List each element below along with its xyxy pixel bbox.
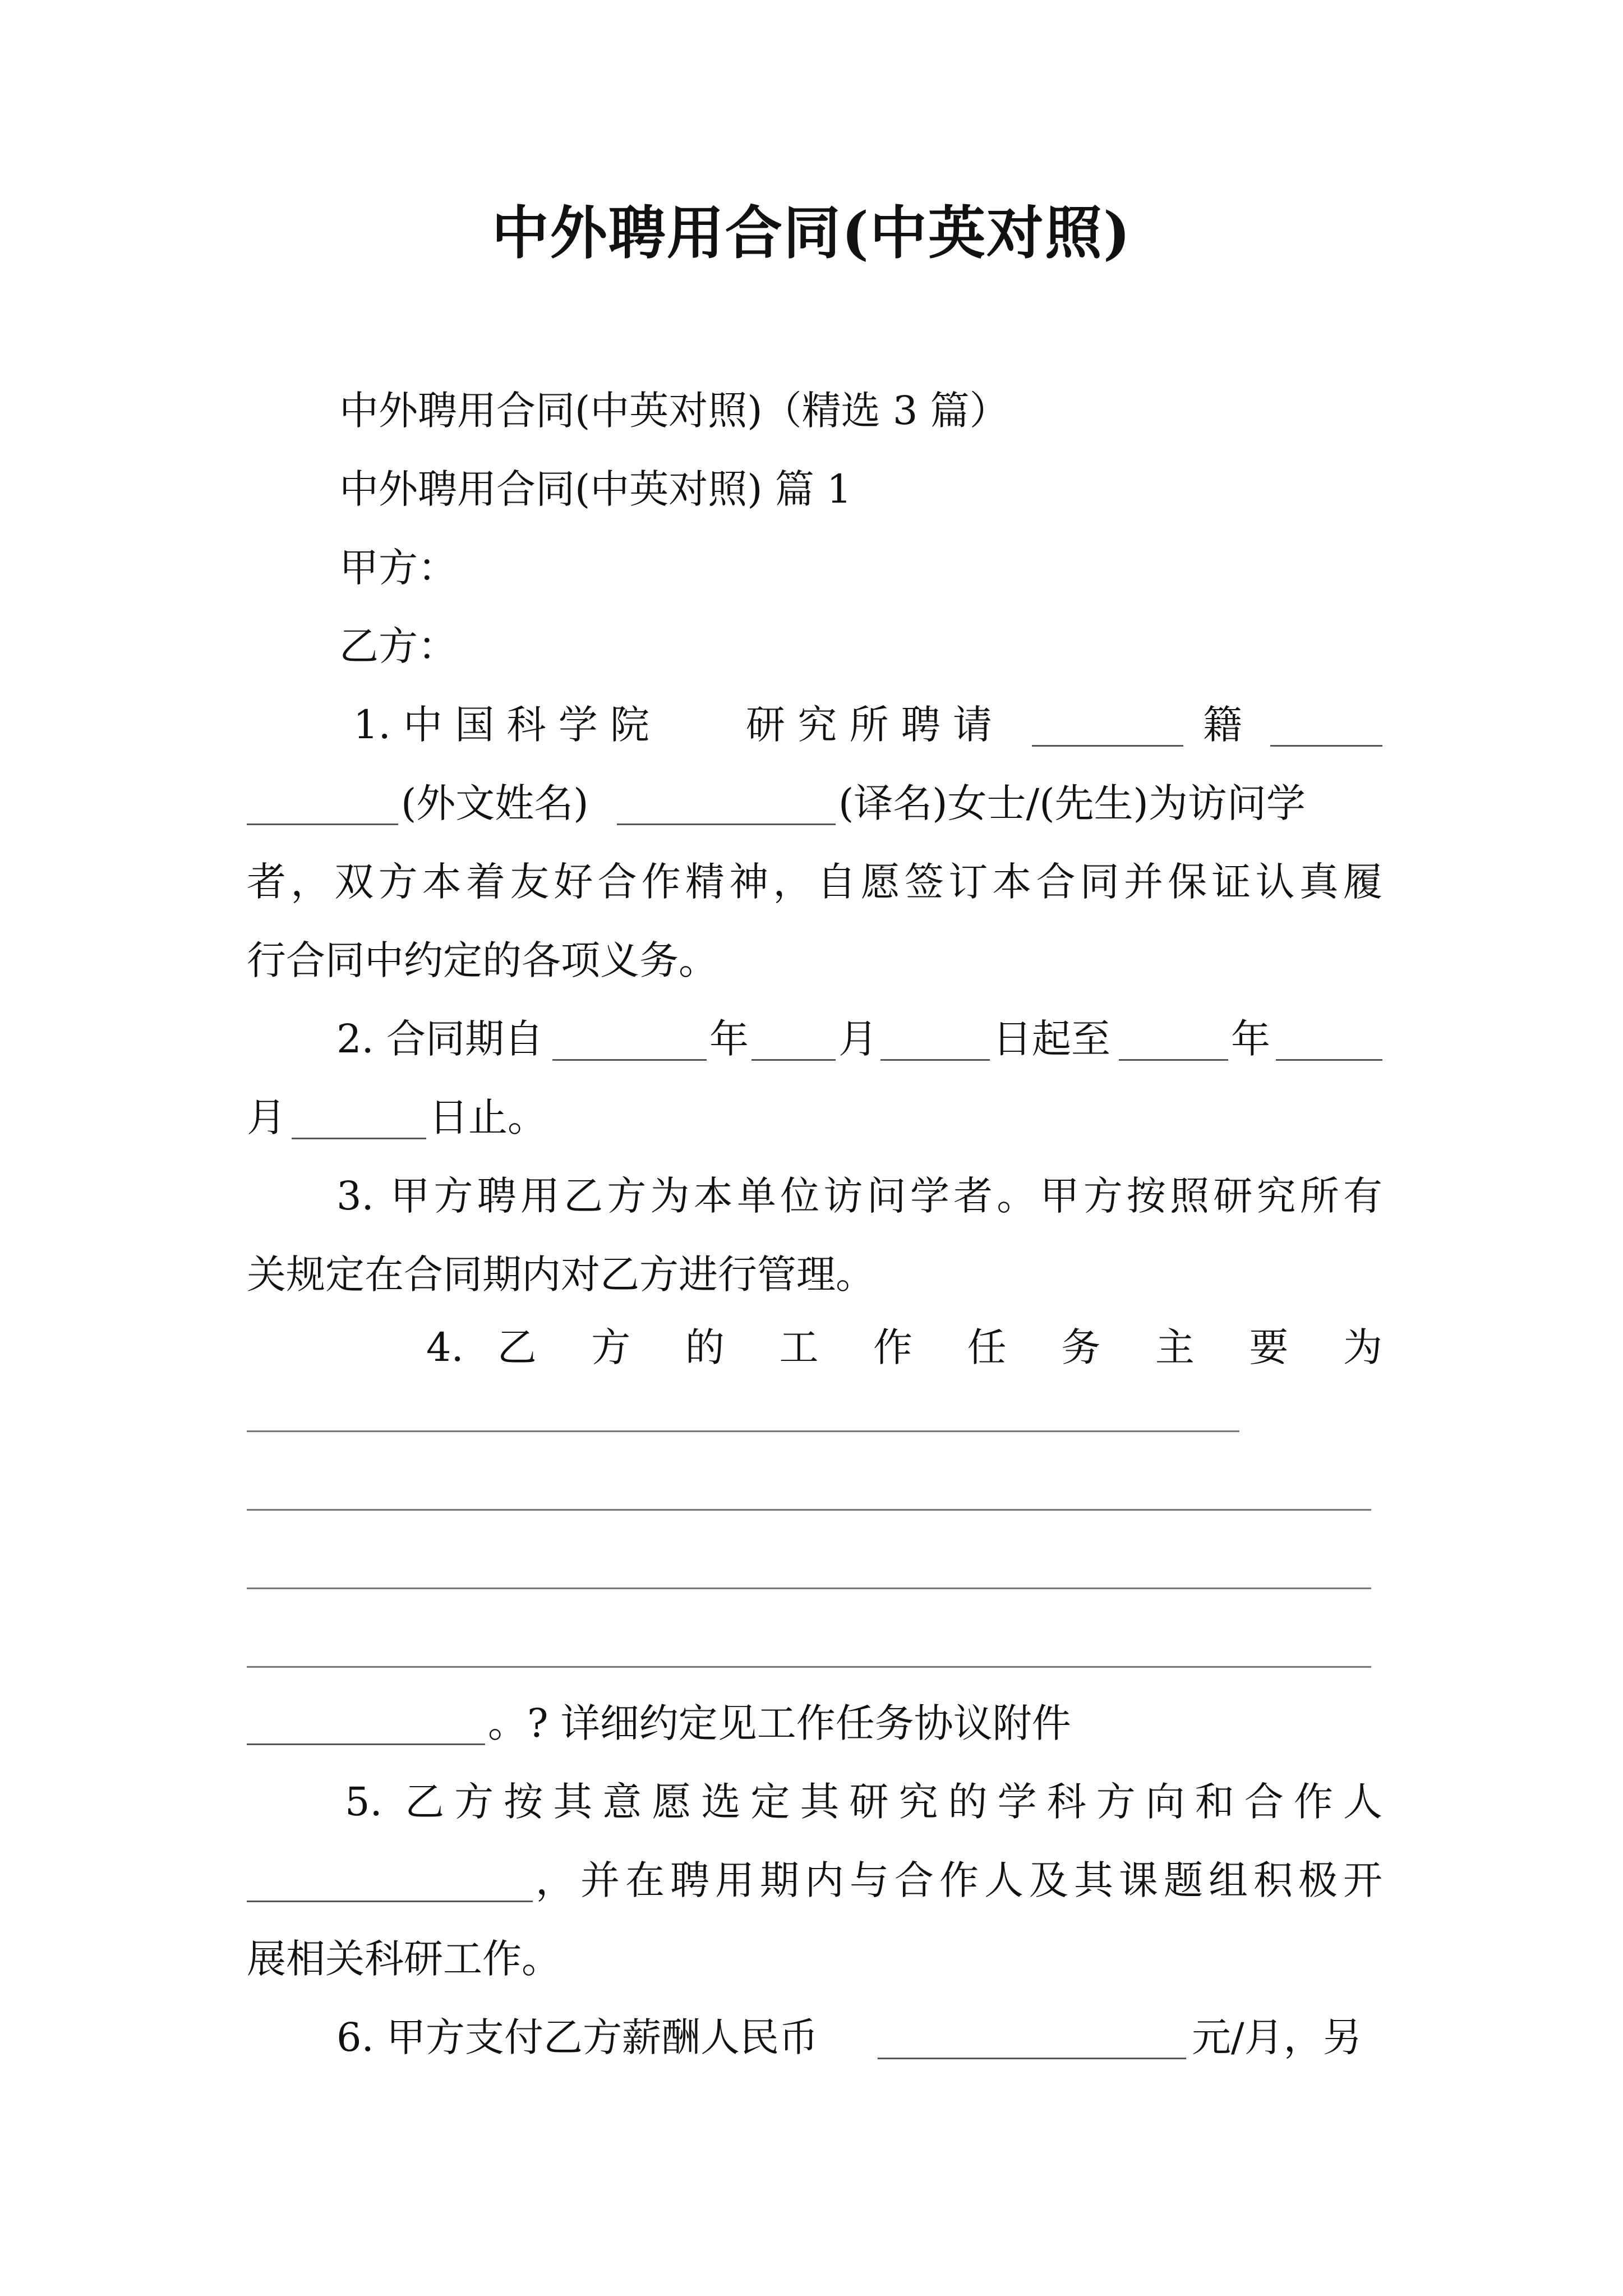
- foreign-name-blank-a: [1270, 710, 1382, 747]
- task-blank-line-1: [247, 1430, 1239, 1432]
- clause3-line1: 3. 甲方聘用乙方为本单位访问学者。甲方按照研究所有: [336, 1173, 1382, 1219]
- clause2-month1: 月: [838, 1016, 878, 1062]
- part-heading: 中外聘用合同(中英对照) 篇 1: [339, 466, 852, 512]
- end-day-blank: [292, 1103, 426, 1139]
- clause1-text-e: (译名)女士/(先生)为访问学: [838, 780, 1306, 826]
- clause6-text-b: 元/月，另: [1192, 2014, 1362, 2060]
- clause4-line1: 4. 乙 方 的 工 作 任 务 主 要 为: [426, 1324, 1382, 1370]
- clause2-month2: 月: [247, 1094, 286, 1140]
- nationality-blank: [1032, 710, 1183, 747]
- party-b-label: 乙方：: [339, 623, 457, 669]
- salary-blank: [878, 2023, 1186, 2059]
- end-month-blank-a: [1276, 1024, 1382, 1061]
- clause1-text-d: (外文姓名): [401, 780, 589, 826]
- document-subtitle: 中外聘用合同(中英对照)（精选 3 篇）: [339, 388, 1009, 434]
- start-day-blank: [880, 1024, 990, 1061]
- clause4-ending: 。? 详细约定见工作任务协议附件: [488, 1700, 1071, 1746]
- task-blank-line-2: [247, 1509, 1371, 1511]
- start-year-blank: [552, 1024, 707, 1061]
- clause2-year2: 年: [1231, 1016, 1270, 1062]
- clause1-line3: 者，双方本着友好合作精神，自愿签订本合同并保证认真履: [247, 859, 1382, 905]
- task-blank-line-5: [247, 1709, 485, 1745]
- clause1-text-b: 研 究 所 聘 请: [746, 702, 993, 748]
- clause3-line2: 关规定在合同期内对乙方进行管理。: [247, 1251, 875, 1297]
- task-blank-line-4: [247, 1666, 1371, 1668]
- clause2-day1: 日起至: [993, 1016, 1110, 1062]
- clause1-text-a: 1. 中 国 科 学 院: [353, 702, 650, 748]
- clause1-line4: 行合同中约定的各项义务。: [247, 937, 718, 983]
- document-title: 中外聘用合同(中英对照): [491, 200, 1132, 267]
- collaborator-blank: [247, 1866, 533, 1902]
- clause5-line1: 5. 乙方按其意愿选定其研究的学科方向和合作人: [345, 1779, 1382, 1825]
- start-month-blank: [751, 1024, 836, 1061]
- task-blank-line-3: [247, 1588, 1371, 1589]
- translated-name-blank: [617, 789, 836, 825]
- party-a-label: 甲方：: [339, 545, 457, 591]
- clause2-year1: 年: [709, 1016, 749, 1062]
- end-year-blank: [1119, 1024, 1228, 1061]
- clause2-text-a: 2. 合同期自: [336, 1016, 544, 1062]
- clause2-day2: 日止。: [429, 1094, 547, 1140]
- clause6-text-a: 6. 甲方支付乙方薪酬人民币: [336, 2014, 819, 2060]
- clause1-text-c: 籍: [1203, 702, 1242, 748]
- clause5-line3: 展相关科研工作。: [247, 1936, 561, 1982]
- foreign-name-blank-b: [247, 789, 398, 825]
- clause5-line2: ，并在聘用期内与合作人及其课题组积极开: [536, 1857, 1382, 1903]
